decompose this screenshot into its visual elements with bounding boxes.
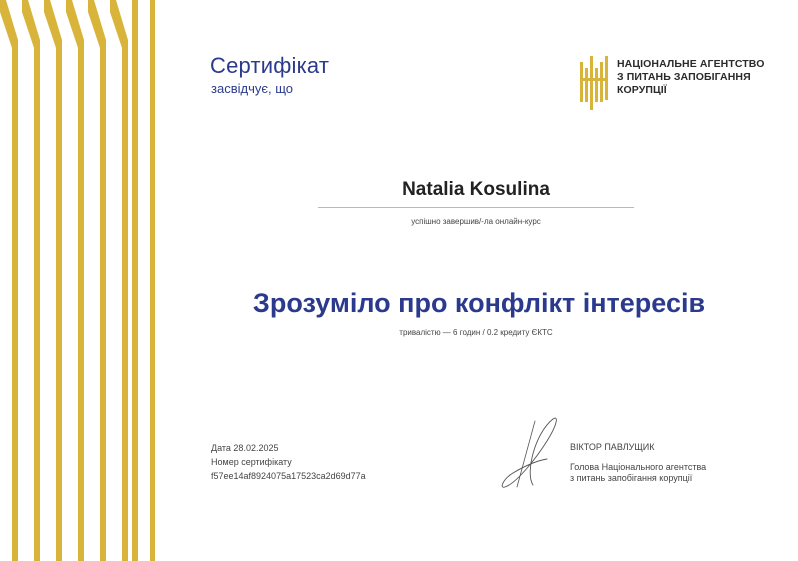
certificate-title: Сертифікат [210,53,330,78]
organization-name-line: КОРУПЦІЇ [617,84,667,96]
gold-stripe [88,0,106,561]
certificate-subtitle: засвідчує, що [211,81,293,96]
certificate-date: Дата 28.02.2025 [211,443,279,453]
gold-stripe [150,0,155,561]
course-duration: тривалістю — 6 годин / 0.2 кредиту ЄКТС [399,328,553,337]
gold-stripes-decoration [0,0,160,561]
completion-text: успішно завершив/-ла онлайн-курс [411,217,541,226]
certificate-number: f57ee14af8924075a17523ca2d69d77a [211,471,366,481]
gold-stripe [66,0,84,561]
organization-name-line: НАЦІОНАЛЬНЕ АГЕНТСТВО [617,58,765,70]
certificate-meta [211,441,366,483]
gold-stripe [44,0,62,561]
organization-name [617,58,765,97]
signature-icon [495,413,565,493]
certificate-number-label: Номер сертифікату [211,457,292,467]
organization-logo [578,54,765,114]
gold-stripe [0,0,18,561]
nazk-logo-icon [578,54,612,112]
signer-block [570,442,706,484]
signer-name: ВІКТОР ПАВЛУЩИК [570,442,655,452]
signer-role-line: з питань запобігання корупції [570,473,693,483]
signer-role-line: Голова Національного агентства [570,462,707,472]
recipient-underline [318,207,634,208]
signer-role [570,462,706,484]
gold-stripe [132,0,138,561]
organization-name-line: З ПИТАНЬ ЗАПОБІГАННЯ [617,71,751,83]
recipient-name: Natalia Kosulina [402,179,550,200]
course-title: Зрозуміло про конфлікт інтересів [252,288,706,318]
gold-stripe [22,0,40,561]
gold-stripe [110,0,128,561]
